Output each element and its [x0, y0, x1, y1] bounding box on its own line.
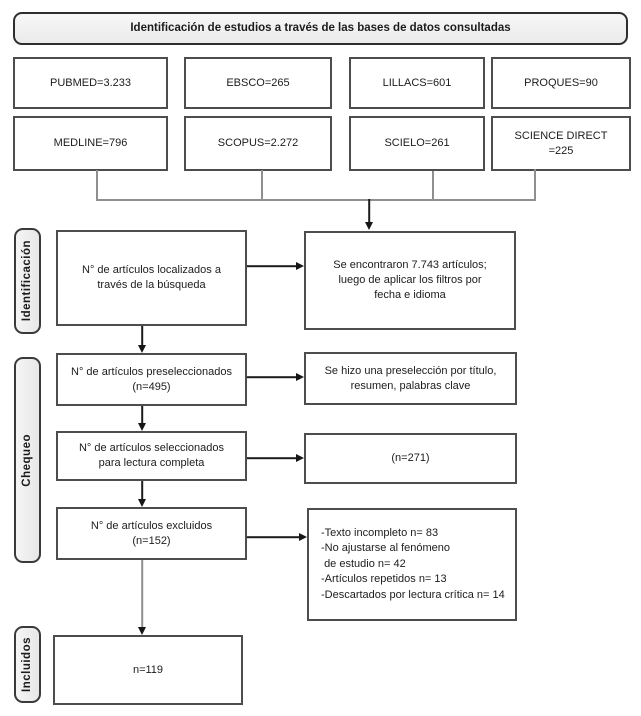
box-preseleccion-detalle	[304, 352, 517, 405]
db-label-science-direct: SCIENCE DIRECT	[514, 129, 608, 142]
arrow-head-icon	[299, 533, 307, 541]
arrow-shaft	[247, 265, 298, 267]
box-text: N° de artículos excluidos	[90, 519, 213, 532]
connector-stub-scopus	[261, 170, 263, 200]
arrow-shaft	[141, 560, 143, 629]
arrow-head-icon	[138, 499, 146, 507]
arrow-localizados-to-preseleccionados	[137, 326, 147, 353]
arrow-shaft	[247, 536, 301, 538]
box-text: fecha e idioma	[374, 288, 446, 301]
box-text: N° de artículos preseleccionados	[71, 365, 232, 378]
box-text: (n=152)	[132, 534, 171, 547]
db-label-science-direct-count: =225	[548, 144, 574, 157]
box-text: (n=495)	[132, 380, 171, 393]
db-label-scopus: SCOPUS=2.272	[217, 137, 299, 150]
box-text: Se encontraron 7.743 artículos;	[333, 259, 487, 272]
arrow-seleccionados-to-total	[247, 453, 304, 463]
exclusion-reason: -Texto incompleto n= 83	[321, 526, 439, 539]
box-text: luego de aplicar los filtros por	[338, 274, 482, 287]
arrow-shaft	[247, 457, 298, 459]
box-text: n=119	[132, 663, 164, 676]
arrow-head-icon	[296, 373, 304, 381]
db-label-pubmed: PUBMED=3.233	[49, 76, 131, 89]
exclusion-reason: -No ajustarse al fenómeno	[321, 542, 451, 555]
connector-stub-medline	[96, 170, 98, 200]
exclusion-reason: de estudio n= 42	[321, 557, 406, 570]
connector-stub-science-direct	[534, 169, 536, 200]
box-text: Se hizo una preselección por título,	[324, 364, 497, 377]
arrow-head-icon	[296, 262, 304, 270]
box-articulos-localizados	[56, 230, 247, 326]
arrow-shaft	[368, 199, 370, 224]
exclusion-reason: -Descartados por lectura crítica n= 14	[321, 588, 505, 601]
box-incluidos-total	[53, 635, 243, 705]
arrow-head-icon	[296, 454, 304, 462]
db-box-scielo	[349, 116, 485, 171]
box-text: N° de artículos localizados a	[82, 264, 221, 277]
stage-pill-incluidos	[14, 626, 41, 703]
box-articulos-encontrados	[304, 231, 516, 330]
diagram-title-box	[13, 12, 628, 45]
box-text: través de la búsqueda	[97, 279, 206, 291]
box-articulos-excluidos	[56, 507, 247, 560]
arrow-bus-to-encontrados	[364, 199, 374, 230]
db-label-ebsco: EBSCO=265	[226, 76, 290, 89]
box-razones-exclusion	[307, 508, 517, 621]
arrow-preseleccionados-to-detalle	[247, 372, 304, 382]
db-label-proques: PROQUES=90	[524, 76, 598, 89]
box-lectura-completa-total	[304, 433, 517, 484]
db-box-ebsco	[184, 57, 332, 109]
arrow-head-icon	[138, 627, 146, 635]
arrow-shaft	[247, 376, 298, 378]
stage-label-identificacion: Identificación	[20, 240, 33, 322]
box-articulos-seleccionados	[56, 431, 247, 481]
box-text: para lectura completa	[98, 457, 205, 469]
diagram-title: Identificación de estudios a través de las bases de datos consultadas	[130, 21, 511, 34]
box-articulos-preseleccionados	[56, 353, 247, 406]
stage-label-chequeo: Chequeo	[20, 433, 33, 487]
db-box-scopus	[184, 116, 332, 171]
db-box-proques	[491, 57, 631, 109]
db-label-scielo: SCIELO=261	[384, 137, 450, 150]
arrow-seleccionados-to-excluidos	[137, 481, 147, 507]
box-text: (n=271)	[391, 452, 430, 465]
connector-stub-scielo	[432, 171, 434, 200]
arrow-excluidos-to-razones	[247, 532, 307, 542]
db-box-medline	[13, 116, 168, 171]
db-box-science-direct	[491, 116, 631, 171]
arrow-head-icon	[138, 423, 146, 431]
db-label-lillacs: LILLACS=601	[382, 76, 452, 89]
exclusion-reason: -Artículos repetidos n= 13	[321, 573, 447, 586]
arrow-excluidos-to-incluidos	[137, 560, 147, 635]
arrow-head-icon	[365, 222, 373, 230]
stage-pill-chequeo	[14, 357, 41, 563]
db-label-medline: MEDLINE=796	[53, 137, 128, 150]
db-box-pubmed	[13, 57, 168, 109]
box-text: N° de artículos seleccionados	[78, 442, 225, 455]
arrow-localizados-to-encontrados	[247, 261, 304, 271]
db-box-lillacs	[349, 57, 485, 109]
stage-label-incluidos: Incluidos	[20, 637, 33, 692]
arrow-head-icon	[138, 345, 146, 353]
arrow-shaft	[141, 481, 143, 501]
box-text: resumen, palabras clave	[350, 379, 471, 392]
stage-pill-identificacion	[14, 228, 41, 334]
arrow-preseleccionados-to-seleccionados	[137, 406, 147, 431]
connector-horizontal-bus	[96, 199, 536, 201]
arrow-shaft	[141, 326, 143, 347]
